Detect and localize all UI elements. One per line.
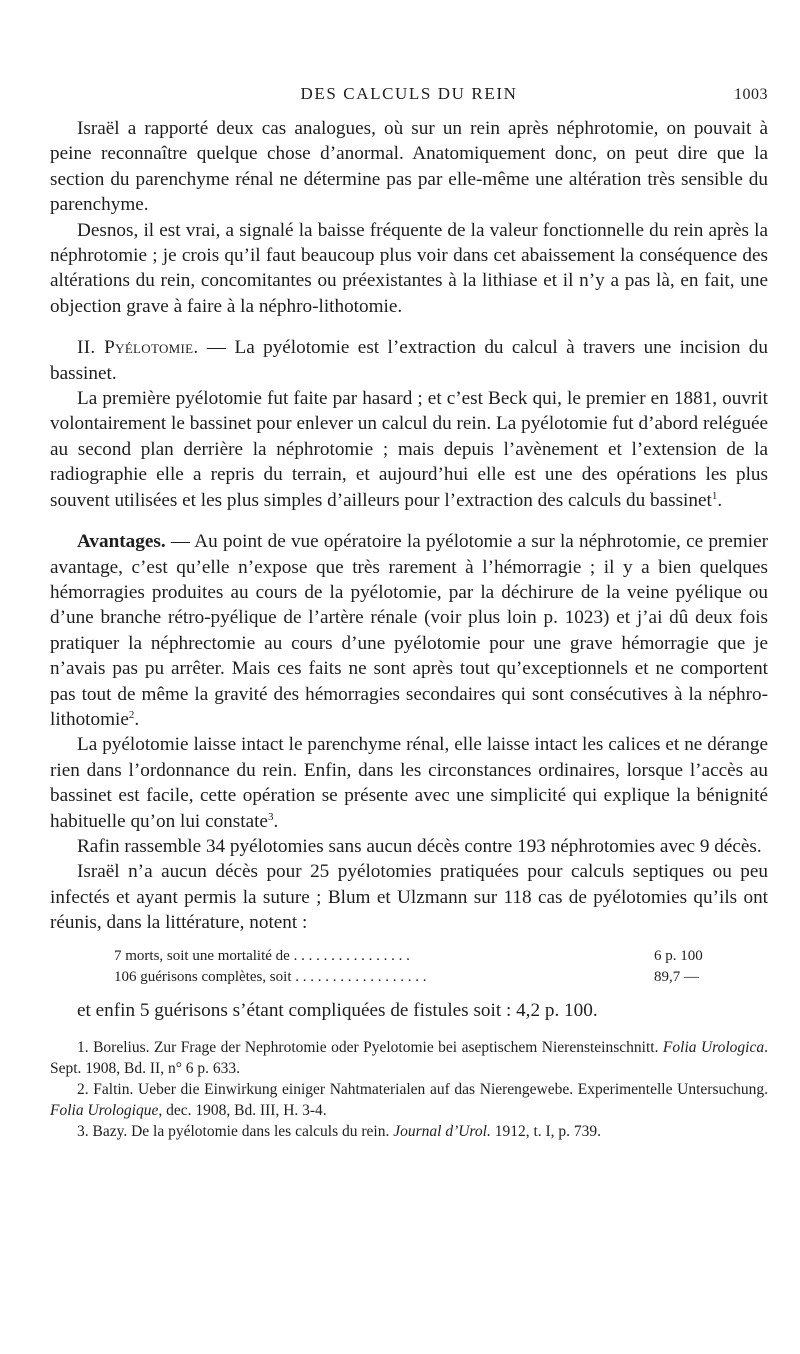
- paragraph-avantages: Avantages. — Au point de vue opératoire la pyélotomie a sur la néphrotomie, ce premier avantage, c’est qu’elle n’expose que très rarement à l’hémorragie ; il y a bien quelques hémorragies produites au cours de la pyélotomie, par la déchirure de la veine pyélique ou d’une branche rétro-pyélique de l’artère rénale (voir plus loin p. 1023) et j’ai dû deux fois pratiquer la néphrectomie au cours d’une pyélotomie pour une grave hémorragie que je n’avais pas pu arrêter. Mais ces faits ne sont après tout qu’exceptionnels et ne comportent pas tout de même la gravité des hémorragies secondaires qui sont consécutives à la néphro-lithotomie$^2$.: [50, 531, 768, 730]
- stat-label-text: 106 guérisons complètes, soit: [114, 968, 292, 985]
- leader-dots: . . . . . . . . . . . . . . . . . .: [291, 968, 427, 985]
- paragraph-desnos: Desnos, il est vrai, a signalé la baisse fréquente de la valeur fonctionnelle du rein après la néphrotomie ; je crois qu’il faut beaucoup plus voir dans cet abaissement la conséquence des altérations du rein, concomitantes ou préexistantes à la lithiase et il n’y a pas là, en fait, une objection grave à faire à la néphro-lithotomie.: [50, 219, 768, 317]
- stat-value: 6 p. 100: [654, 947, 703, 964]
- footnote-1: [50, 1037, 768, 1079]
- page-number: 1003: [734, 86, 768, 103]
- journal-title: Folia Urologica: [662, 1039, 765, 1056]
- paragraph-israel-stats: Israël n’a aucun décès pour 25 pyélotomies pratiquées pour calculs septiques ou peu infectés et ayant permis la suture ; Blum et Ulzmann sur 118 cas de pyélotomies qu’ils ont réunis, dans la littérature, notent :: [50, 861, 768, 934]
- stat-label-text: 7 morts, soit une mortalité de: [114, 947, 290, 964]
- footnote-ref-2: 2: [128, 708, 135, 721]
- footnote-ref-3: 3: [267, 810, 274, 823]
- journal-title: Journal d’Urol.: [393, 1123, 491, 1140]
- paragraph-history: La première pyélotomie fut faite par hasard ; et c’est Beck qui, le premier en 1881, ouvrit volontairement le bassinet pour enlever un calcul du rein. La pyélotomie fut d’abord reléguée au second plan derrière la néphrotomie ; mais depuis l’avènement et l’extension de la radiographie elle a repris du terrain, et aujourd’hui elle est une des opérations les plus souvent utilisées et les plus simples d’ailleurs pour l’extraction des calculs du bassinet$^1$.: [50, 388, 768, 511]
- footnote-3: [50, 1121, 768, 1142]
- paragraph-fistules: et enfin 5 guérisons s’étant compliquées de fistules soit : 4,2 p. 100.: [77, 999, 598, 1021]
- body-text: [50, 116, 768, 1142]
- stat-row-deaths: [50, 946, 768, 967]
- stat-label: [114, 967, 426, 988]
- stat-row-recoveries: [50, 967, 768, 988]
- leader-dots: . . . . . . . . . . . . . . . .: [289, 947, 410, 964]
- running-title: DES CALCULS DU REIN: [300, 84, 518, 103]
- paragraph-parenchyme: La pyélotomie laisse intact le parenchyme rénal, elle laisse intact les calices et ne dérange rien dans l’ordonnance du rein. Enfin, dans les circonstances ordinaires, lorsque l’accès au bassinet est facile, cette opération se présente avec une simplicité qui explique la bénignité habituelle qu’on lui constate$^3$.: [50, 734, 768, 832]
- history-text: La première pyélotomie fut faite par hasard ; et c’est Beck qui, le premier en 1881, ouvrit volontairement le bassinet pour enlever un calcul du rein. La pyélotomie fut d’abord reléguée au second plan derrière la néphrotomie ; mais depuis l’avènement et l’extension de la radiographie elle a repris du terrain, et aujourd’hui elle est une des opérations les plus souvent utilisées et les plus simples d’ailleurs pour l’extraction des calculs du bassinet: [50, 388, 768, 511]
- parenchyme-text: La pyélotomie laisse intact le parenchyme rénal, elle laisse intact les calices et ne dérange rien dans l’ordonnance du rein. Enfin, dans les circonstances ordinaires, lorsque l’accès au bassinet est facile, cette opération se présente avec une simplicité qui explique la bénignité habituelle qu’on lui constate: [50, 734, 768, 832]
- subheading-avantages: Avantages.: [77, 531, 166, 553]
- stat-value: 89,7 —: [654, 968, 699, 985]
- footnote-text: 1912, t. I, p. 739.: [490, 1123, 602, 1140]
- paragraph-israel-cases: Israël a rapporté deux cas analogues, où sur un rein après néphrotomie, on pouvait à peine reconnaître quelque chose d’anormal. Anatomiquement donc, on peut dire que la section du parenchyme rénal ne détermine pas par elle-même une altération très sensible du parenchyme.: [50, 118, 768, 216]
- footnote-text: 2. Faltin. Ueber die Einwirkung einiger Nahtmaterialen auf das Nierengewebe. Experimentelle Untersuchung.: [77, 1081, 768, 1098]
- footnote-text: 1. Borelius. Zur Frage der Nephrotomie oder Pyelotomie bei aseptischem Nierensteinschnitt.: [77, 1039, 663, 1056]
- journal-title: Folia Urologique: [50, 1102, 159, 1119]
- section-heading-pyelotomie: II. Pyélotomie.: [77, 337, 199, 359]
- definition-text: — La pyélotomie est l’extraction du calcul à travers une incision du bassinet.: [50, 337, 768, 384]
- footnote-ref-1: 1: [711, 489, 718, 502]
- statistics-table: [50, 946, 768, 988]
- footnote-2: [50, 1079, 768, 1121]
- avantages-text: — Au point de vue opératoire la pyélotomie a sur la néphrotomie, ce premier avantage, c’est qu’elle n’expose que très rarement à l’hémorragie ; il y a bien quelques hémorragies produites au cours de la pyélotomie, par la déchirure de la veine pyélique ou d’une branche rétro-pyélique de l’artère rénale (voir plus loin p. 1023) et j’ai dû deux fois pratiquer la néphrectomie au cours d’une pyélotomie pour une grave hémorragie que je n’avais pas pu arrêter. Mais ces faits ne sont après tout qu’exceptionnels et ne comportent pas tout de même la gravité des hémorragies secondaires qui sont consécutives à la néphro-lithotomie: [50, 531, 768, 730]
- footnotes: [50, 1037, 768, 1142]
- footnote-text: , dec. 1908, Bd. III, H. 3-4.: [158, 1102, 327, 1119]
- footnote-text: 3. Bazy. De la pyélotomie dans les calculs du rein.: [77, 1123, 394, 1140]
- paragraph-pyelotomie-definition: [50, 335, 768, 386]
- footnote-text: . Sept. 1908, Bd. II, n° 6 p. 633.: [50, 1039, 768, 1077]
- paragraph-rafin: Rafin rassemble 34 pyélotomies sans aucun décès contre 193 néphrotomies avec 9 décès.: [77, 835, 762, 857]
- stat-label: [114, 946, 410, 967]
- running-head: [50, 84, 768, 106]
